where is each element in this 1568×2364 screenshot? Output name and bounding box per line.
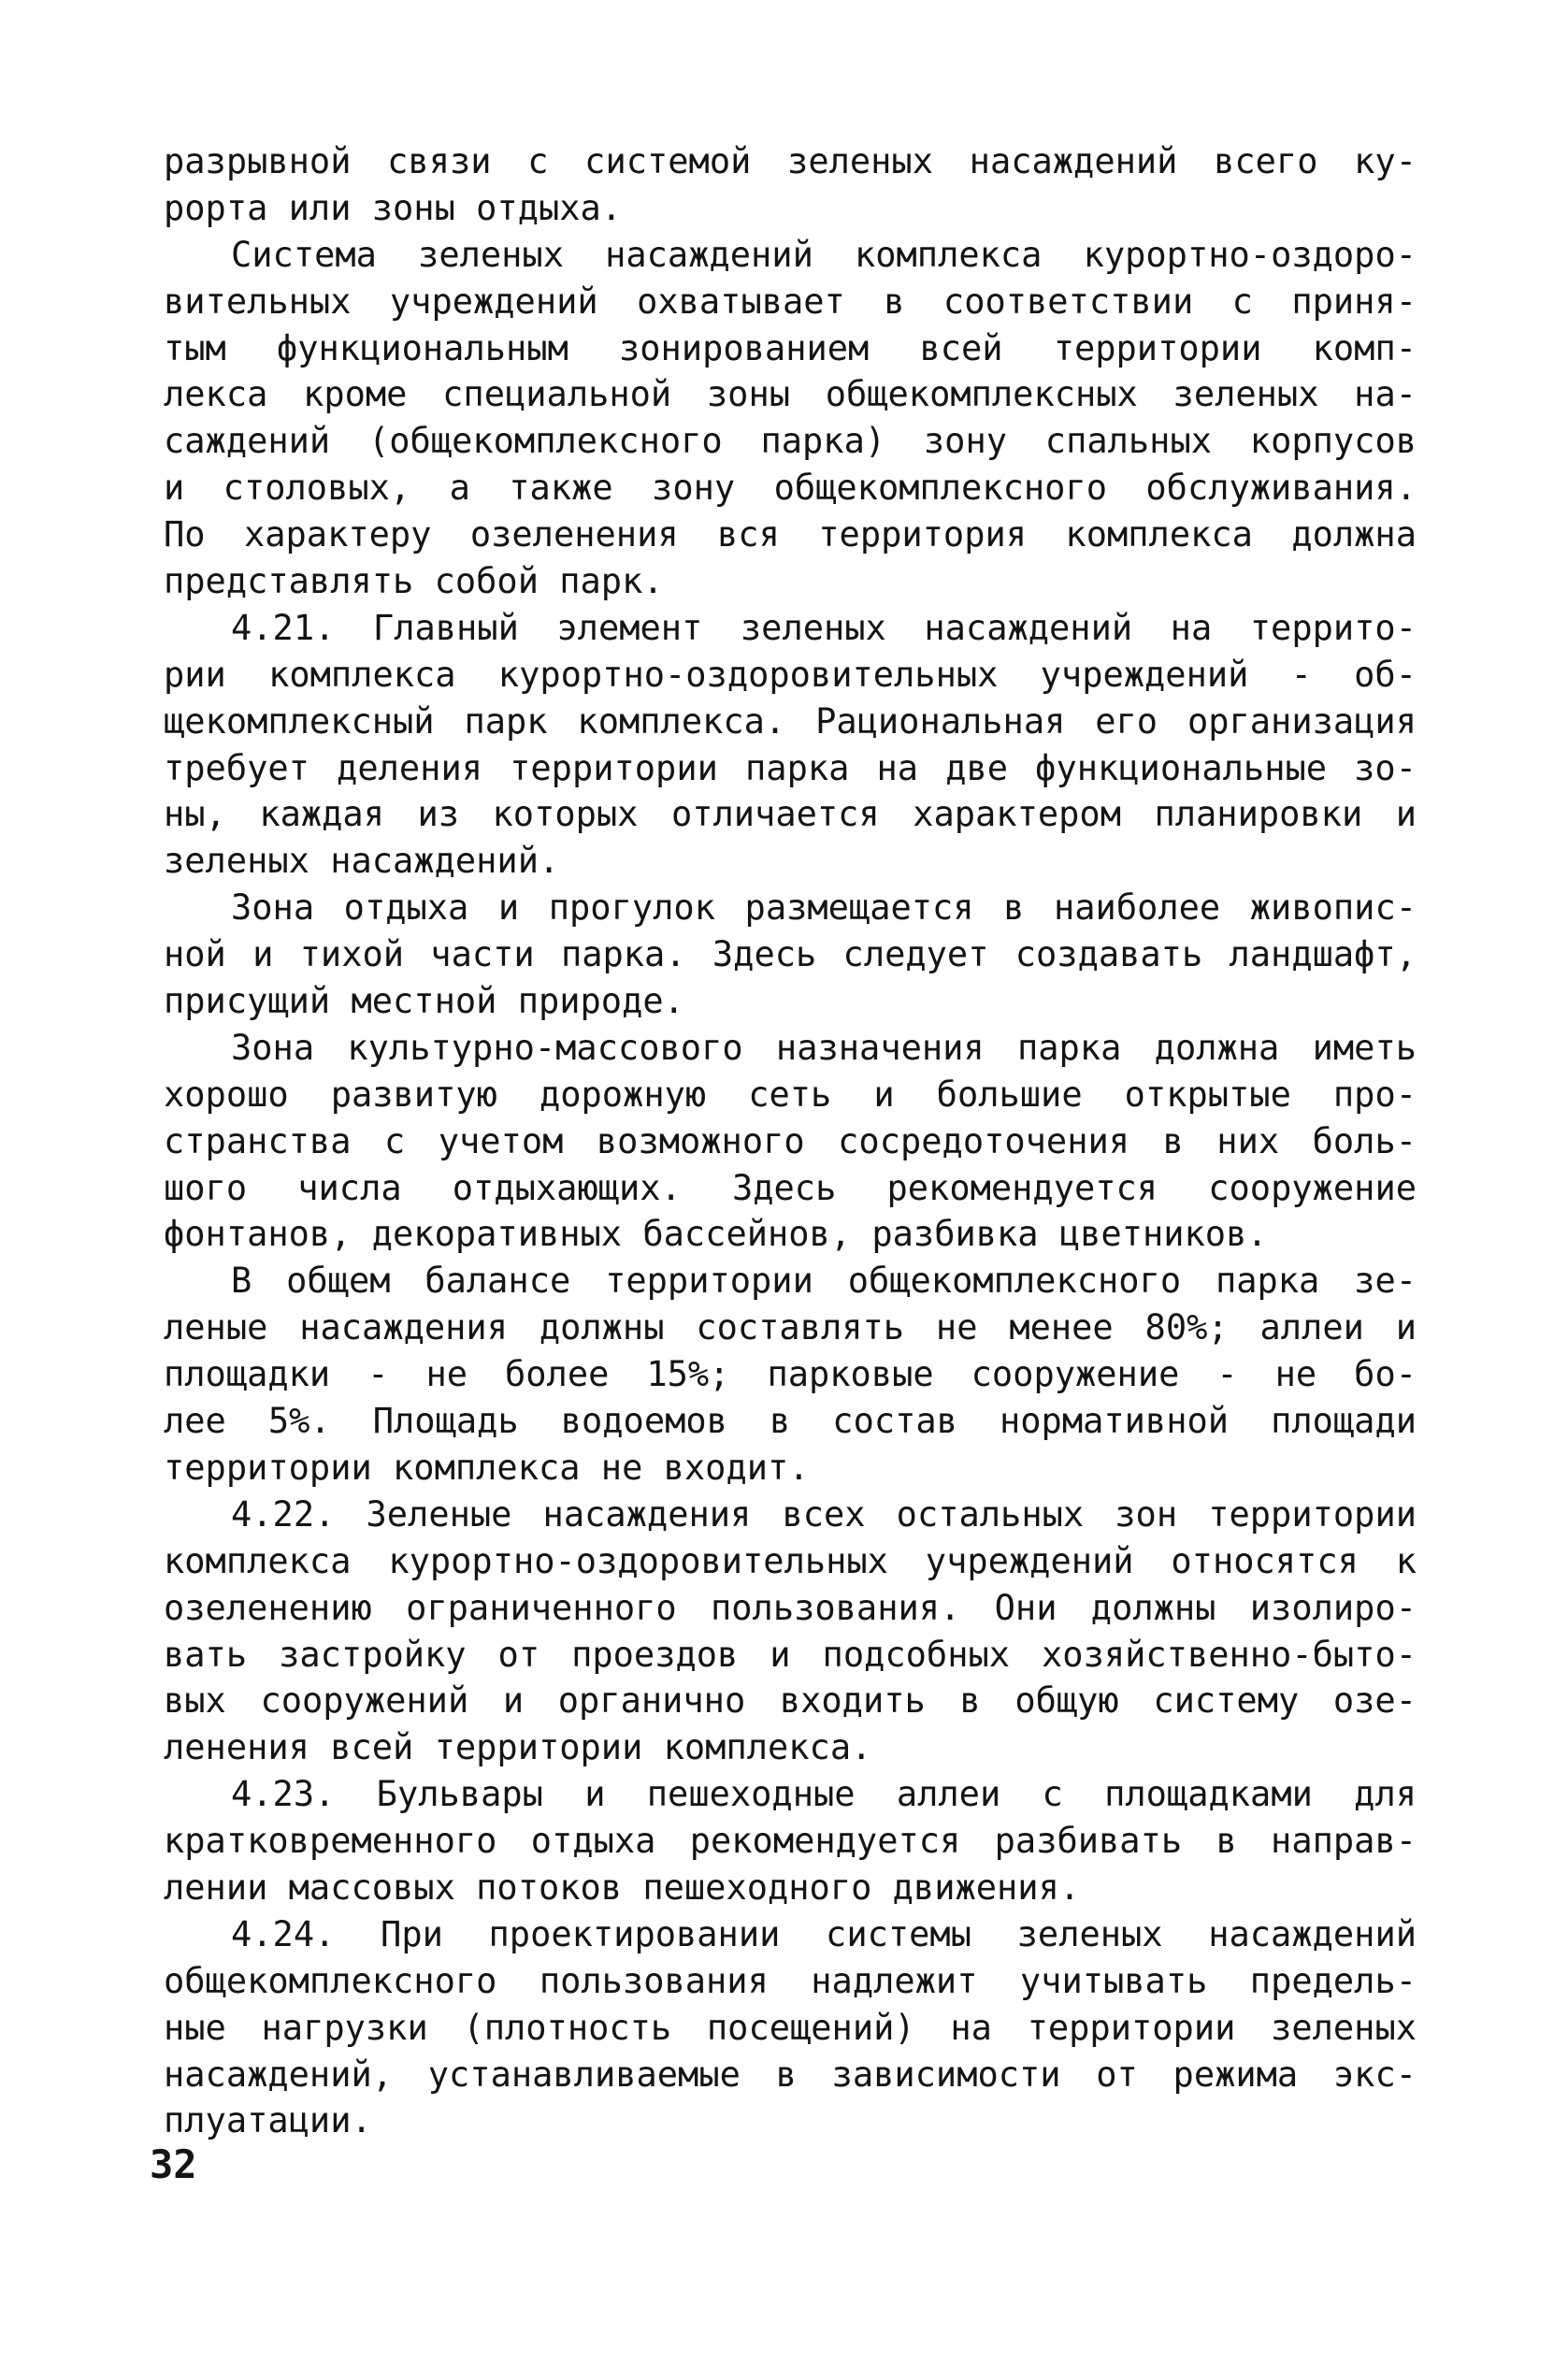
text-line: общекомплексного пользования надлежит учитывать предель- xyxy=(164,1960,1417,2001)
text-line: озеленению ограниченного пользования. Они должны изолиро- xyxy=(164,1587,1417,1628)
text-line: представлять собой парк. xyxy=(164,561,664,602)
text-line: саждений (общекомплексного парка) зону спальных корпусов xyxy=(164,421,1417,462)
text-line: ной и тихой части парка. Здесь следует создавать ландшафт, xyxy=(164,934,1417,975)
text-line: странства с учетом возможного сосредоточения в них боль- xyxy=(164,1120,1417,1161)
text-line: плуатации. xyxy=(164,2100,372,2141)
text-line: ленения всей территории комплекса. xyxy=(164,1727,872,1768)
text-line: зеленых насаждений. xyxy=(164,841,560,882)
text-line: хорошо развитую дорожную сеть и большие открытые про- xyxy=(164,1074,1417,1115)
text-line: вительных учреждений охватывает в соответствии с приня- xyxy=(164,281,1417,322)
text-line: разрывной связи с системой зеленых насаждений всего ку- xyxy=(164,141,1417,181)
text-line: рорта или зоны отдыха. xyxy=(164,187,623,228)
paragraph xyxy=(164,232,1417,605)
text-line: шого числа отдыхающих. Здесь рекомендуется сооружение xyxy=(164,1167,1417,1208)
text-line: ны, каждая из которых отличается характером планировки и xyxy=(164,794,1417,835)
text-line: требует деления территории парка на две функциональные зо- xyxy=(164,747,1417,788)
text-line: рии комплекса курортно-оздоровительных учреждений - об- xyxy=(164,654,1417,695)
paragraph xyxy=(164,138,1417,232)
text-line: лении массовых потоков пешеходного движения. xyxy=(164,1867,1081,1908)
text-line: насаждений, устанавливаемые в зависимости от режима экс- xyxy=(164,2054,1417,2095)
text-line: Система зеленых насаждений комплекса курортно-оздоро- xyxy=(231,234,1417,275)
text-line: присущий местной природе. xyxy=(164,981,684,1022)
paragraph xyxy=(164,1492,1417,1771)
text-column xyxy=(164,138,1417,2144)
text-line: лее 5%. Площадь водоемов в состав нормативной площади xyxy=(164,1401,1417,1442)
text-line: По характеру озеленения вся территория комплекса должна xyxy=(164,514,1417,555)
paragraph xyxy=(164,1911,1417,2144)
paragraph xyxy=(164,1771,1417,1911)
text-line: лекса кроме специальной зоны общекомплексных зеленых на- xyxy=(164,374,1417,415)
paragraph xyxy=(164,885,1417,1025)
text-line: Зона отдыха и прогулок размещается в наиболее живопис- xyxy=(231,887,1417,929)
text-line: 4.21. Главный элемент зеленых насаждений на террито- xyxy=(231,607,1417,648)
text-line: тым функциональным зонированием всей территории комп- xyxy=(164,327,1417,368)
paragraph xyxy=(164,605,1417,885)
paragraph xyxy=(164,1025,1417,1258)
paragraph xyxy=(164,1258,1417,1491)
text-line: площадки - не более 15%; парковые сооружение - не бо- xyxy=(164,1354,1417,1395)
text-line: леные насаждения должны составлять не менее 80%; аллеи и xyxy=(164,1307,1417,1348)
page-number: 32 xyxy=(150,2141,197,2187)
text-line: 4.24. При проектировании системы зеленых насаждений xyxy=(231,1913,1417,1954)
text-line: территории комплекса не входит. xyxy=(164,1447,810,1488)
text-line: В общем балансе территории общекомплексного парка зе- xyxy=(231,1261,1417,1302)
text-line: фонтанов, декоративных бассейнов, разбивка цветников. xyxy=(164,1214,1268,1255)
text-line: вых сооружений и органично входить в общую систему озе- xyxy=(164,1680,1417,1722)
text-line: кратковременного отдыха рекомендуется разбивать в направ- xyxy=(164,1821,1417,1862)
text-line: и столовых, а также зону общекомплексного обслуживания. xyxy=(164,468,1417,509)
text-line: вать застройку от проездов и подсобных хозяйственно-быто- xyxy=(164,1634,1417,1675)
text-line: 4.22. Зеленые насаждения всех остальных зон территории xyxy=(231,1493,1417,1535)
text-line: комплекса курортно-оздоровительных учреждений относятся к xyxy=(164,1540,1417,1581)
text-line: щекомплексный парк комплекса. Рациональная его организация xyxy=(164,700,1417,742)
text-line: Зона культурно-массового назначения парка должна иметь xyxy=(231,1027,1417,1068)
text-line: 4.23. Бульвары и пешеходные аллеи с площадками для xyxy=(231,1774,1417,1815)
text-line: ные нагрузки (плотность посещений) на территории зеленых xyxy=(164,2007,1417,2048)
